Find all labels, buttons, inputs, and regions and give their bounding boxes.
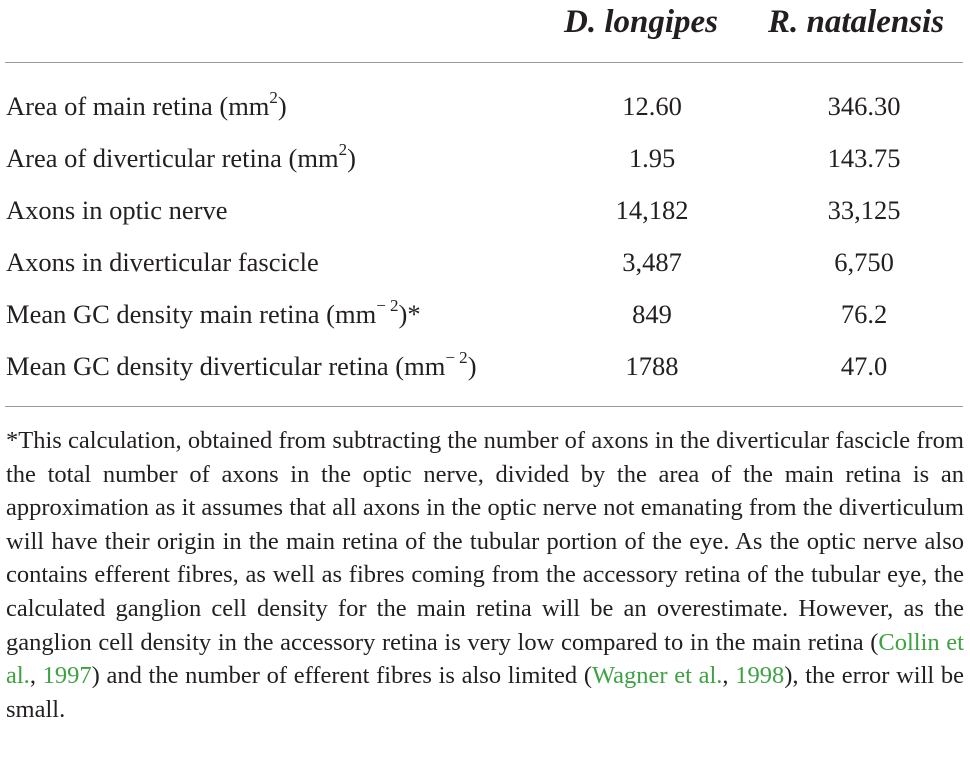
row-label: Area of diverticular retina $(mm^2)$ bbox=[6, 140, 356, 173]
column-header-d-longipes: D. longipes bbox=[564, 4, 719, 40]
value-d-longipes: 1788 bbox=[625, 351, 679, 381]
table-row bbox=[0, 132, 970, 184]
column-header-r-natalensis: R. natalensis bbox=[768, 4, 945, 40]
table-header bbox=[0, 0, 970, 46]
row-label: Area of main retina $(mm^2)$ bbox=[6, 88, 287, 121]
top-rule bbox=[5, 62, 963, 63]
row-label: Axons in optic nerve bbox=[6, 195, 228, 225]
row-label: Mean GC density diverticular retina $(mm^{- 2})$ bbox=[6, 348, 477, 381]
table-row bbox=[0, 288, 970, 340]
value-d-longipes: 12.60 bbox=[622, 91, 682, 121]
value-r-natalensis: 6,750 bbox=[834, 247, 894, 277]
table-body bbox=[0, 80, 970, 392]
value-d-longipes: 3,487 bbox=[622, 247, 682, 277]
value-d-longipes: 849 bbox=[632, 299, 672, 329]
value-r-natalensis: 47.0 bbox=[840, 351, 888, 381]
citation-link-wagner[interactable]: Wagner et al. bbox=[592, 662, 723, 690]
value-r-natalensis: 143.75 bbox=[827, 143, 901, 173]
value-r-natalensis: 346.30 bbox=[827, 91, 901, 121]
citation-year-link-wagner[interactable]: 1998 bbox=[735, 662, 785, 690]
table-row bbox=[0, 80, 970, 132]
table-row bbox=[0, 340, 970, 392]
table-row bbox=[0, 184, 970, 236]
citation-year-link-collin[interactable]: 1997 bbox=[42, 662, 92, 690]
row-label: Axons in diverticular fascicle bbox=[6, 247, 319, 277]
value-r-natalensis: 33,125 bbox=[827, 195, 901, 225]
value-d-longipes: 1.95 bbox=[628, 143, 676, 173]
value-r-natalensis: 76.2 bbox=[840, 299, 888, 329]
row-label: Mean GC density main retina $(mm^{- 2})*$ bbox=[6, 296, 421, 329]
table-footnote: *This calculation, obtained from subtracting the number of axons in the diverticular fascicle from the total number of axons in the optic nerve, divided by the area of the main retina is an approximation as it assumes that all axons in the optic nerve not emanating from the diverticulum will have their origin in the main retina of the tubular portion of the eye. As the optic nerve also contains efferent fibres, as well as fibres coming from the accessory retina of the tubular eye, the calculated ganglion cell density for the main retina will be an overestimate. However, as the ganglion cell density in the accessory retina is very low compared to in the main retina (Collin et al., 1997) and the number of efferent fibres is also limited (Wagner et al., 1998), the error will be small. bbox=[6, 427, 965, 723]
table-row bbox=[0, 236, 970, 288]
citation-link-collin[interactable]: Collin et al. bbox=[6, 628, 964, 690]
value-d-longipes: 14,182 bbox=[615, 195, 689, 225]
bottom-rule bbox=[5, 406, 963, 407]
